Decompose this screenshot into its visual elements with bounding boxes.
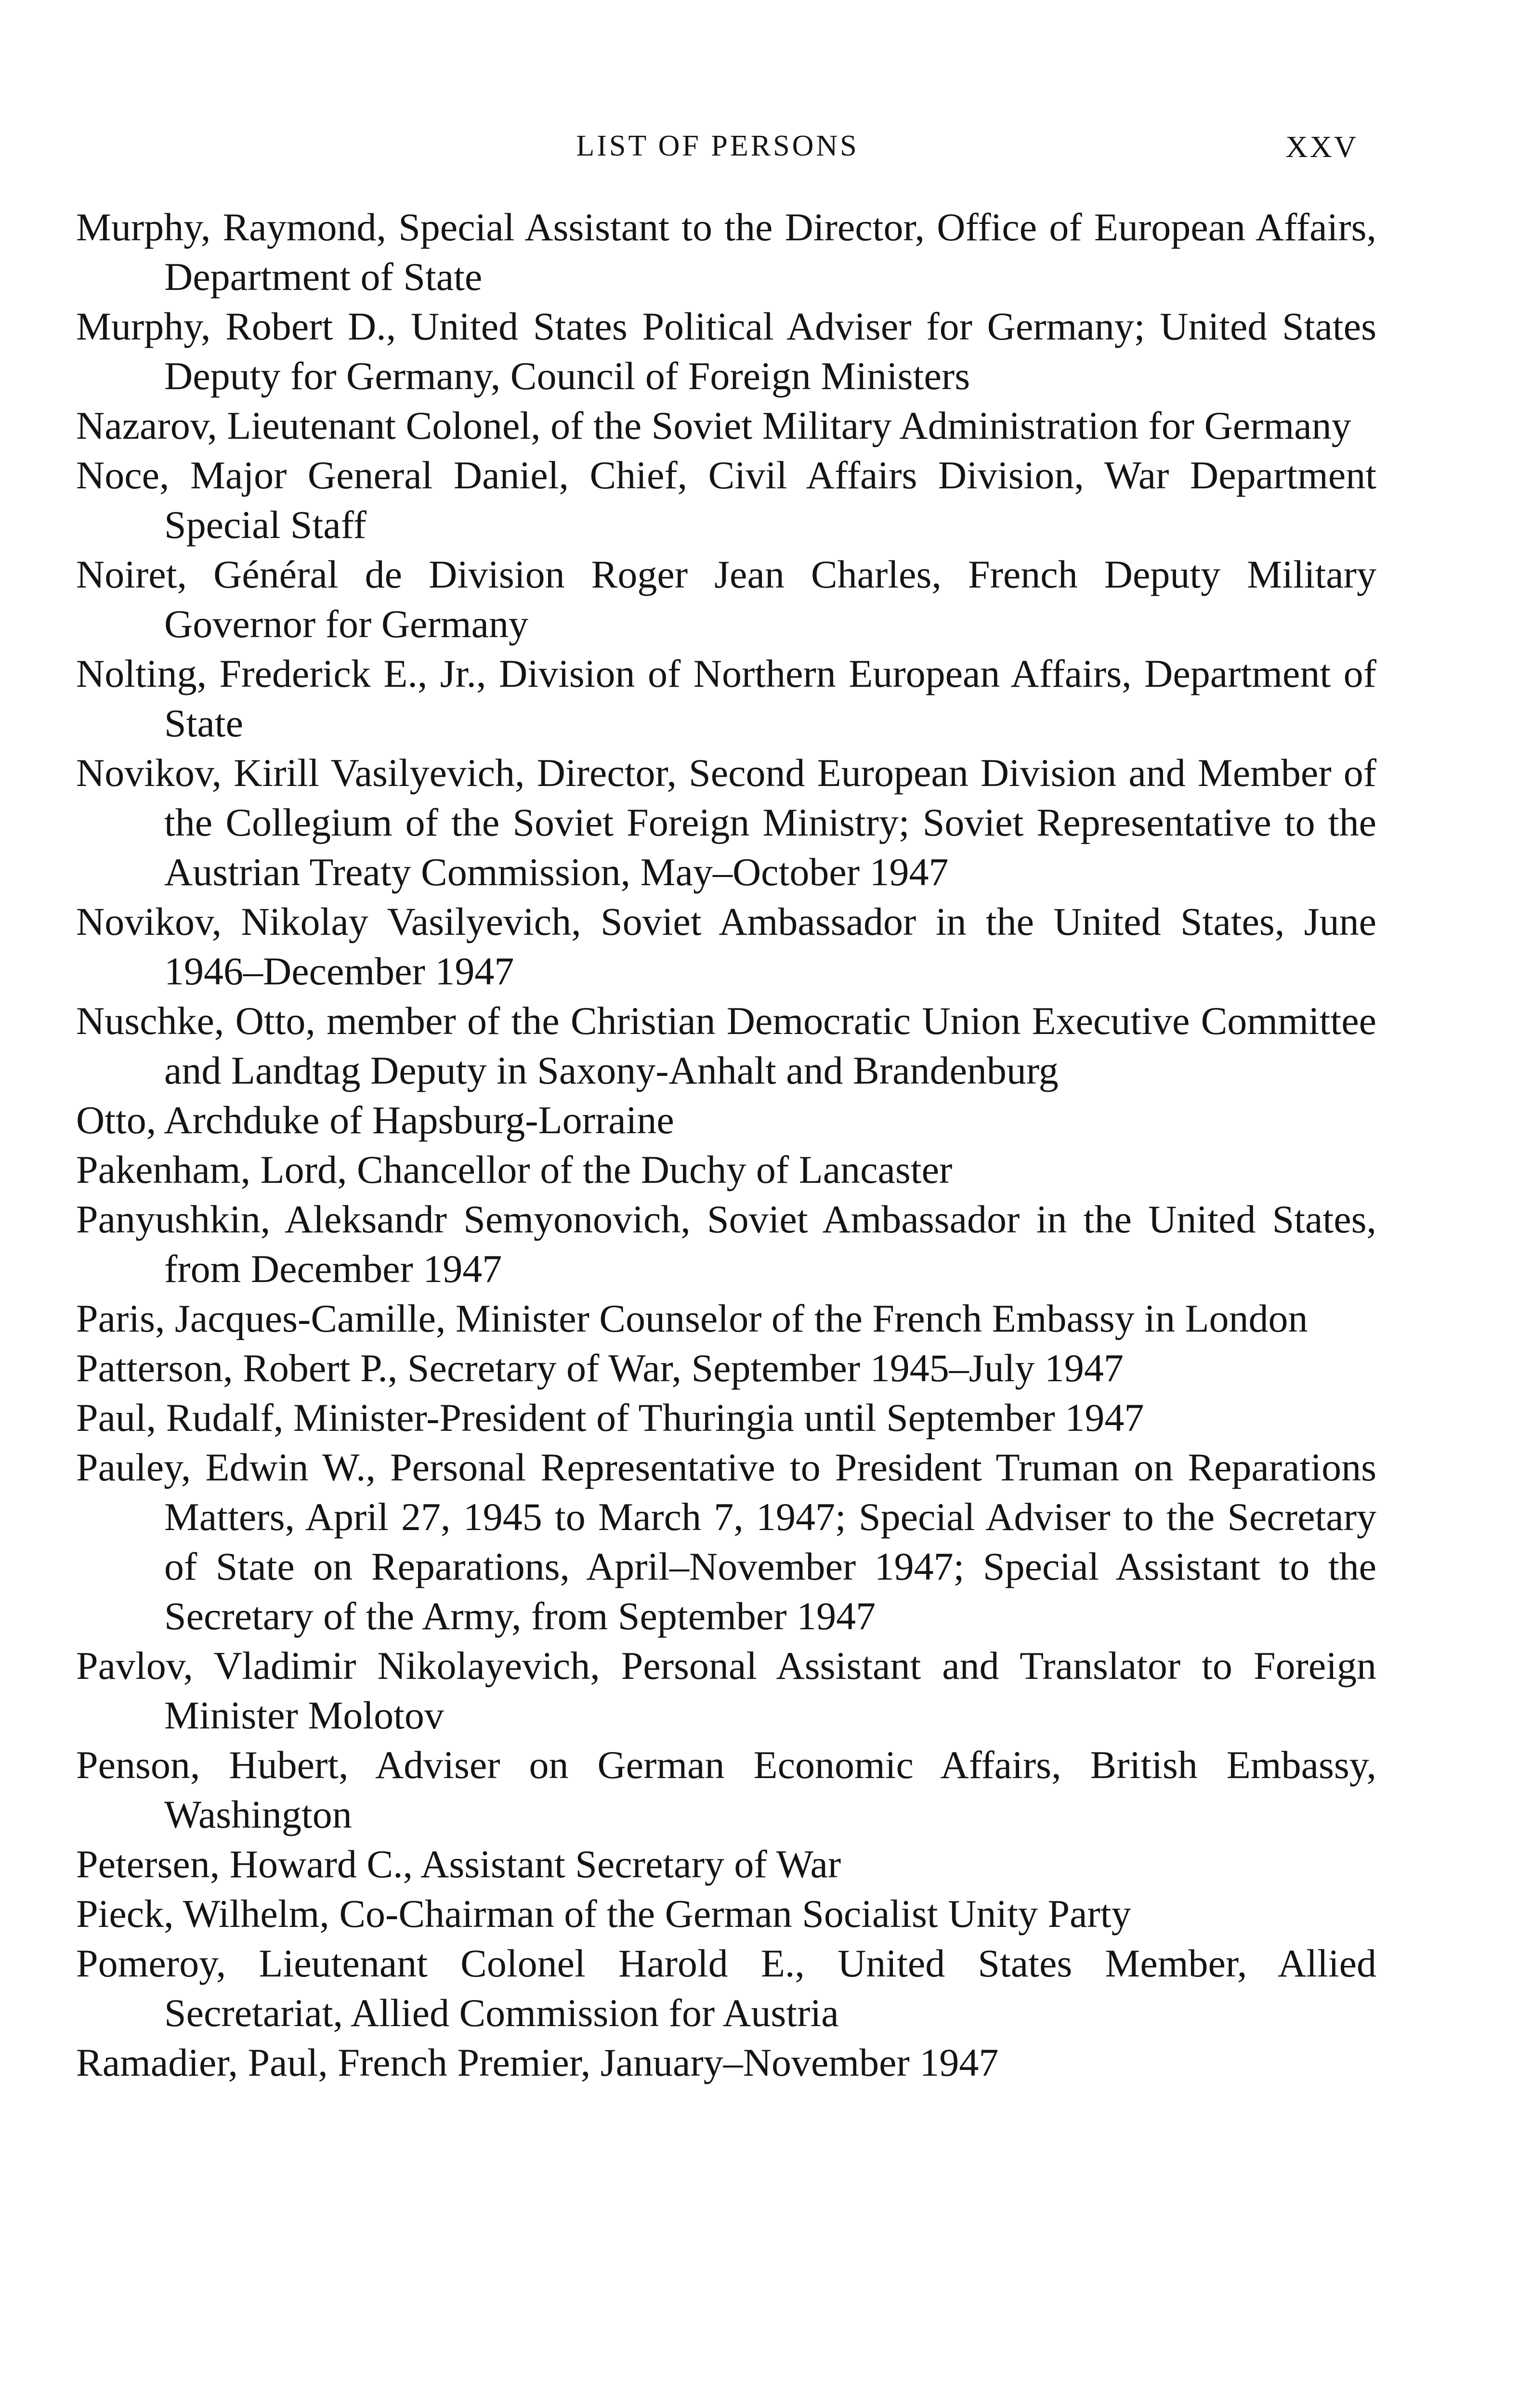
person-entry-pieck: Pieck, Wilhelm, Co-Chairman of the German Socialist Unity Party <box>76 1892 1131 1936</box>
person-entry-murphy-robert: Murphy, Robert D., United States Political Adviser for Germany; United States Deputy for Germany, Council of Foreign Ministers <box>76 304 1376 398</box>
person-entry-paris: Paris, Jacques-Camille, Minister Counselor of the French Embassy in London <box>76 1296 1308 1340</box>
person-entry-pavlov: Pavlov, Vladimir Nikolayevich, Personal Assistant and Translator to Foreign Minister Molotov <box>76 1644 1376 1737</box>
person-entry-noce: Noce, Major General Daniel, Chief, Civil Affairs Division, War Department Special Staff <box>76 453 1376 547</box>
person-entry-penson: Penson, Hubert, Adviser on German Economic Affairs, British Embassy, Washington <box>76 1743 1376 1836</box>
persons-list <box>76 202 1376 2087</box>
person-entry-panyushkin: Panyushkin, Aleksandr Semyonovich, Soviet Ambassador in the United States, from December 1947 <box>76 1197 1376 1291</box>
person-entry-novikov-nikolay: Novikov, Nikolay Vasilyevich, Soviet Ambassador in the United States, June 1946–December 1947 <box>76 900 1376 993</box>
person-entry-pauley: Pauley, Edwin W., Personal Representative to President Truman on Reparations Matters, April 27, 1945 to March 7, 1947; Special Adviser to the Secretary of State on Reparations, April–November 1947; Special Assistant to the Secretary of the Army, from September 1947 <box>76 1445 1376 1638</box>
page-header <box>77 129 1358 177</box>
person-entry-pomeroy: Pomeroy, Lieutenant Colonel Harold E., United States Member, Allied Secretariat, Allied Commission for Austria <box>76 1941 1376 2035</box>
person-entry-novikov-kirill: Novikov, Kirill Vasilyevich, Director, Second European Division and Member of the Collegium of the Soviet Foreign Ministry; Soviet Representative to the Austrian Treaty Commission, May–October 1947 <box>76 751 1376 894</box>
person-entry-nolting: Nolting, Frederick E., Jr., Division of Northern European Affairs, Department of State <box>76 652 1376 745</box>
person-entry-ramadier: Ramadier, Paul, French Premier, January–November 1947 <box>76 2041 999 2084</box>
person-entry-nuschke: Nuschke, Otto, member of the Christian Democratic Union Executive Committee and Landtag Deputy in Saxony-Anhalt and Brandenburg <box>76 999 1376 1092</box>
person-entry-patterson: Patterson, Robert P., Secretary of War, September 1945–July 1947 <box>76 1346 1124 1390</box>
person-entry-otto: Otto, Archduke of Hapsburg-Lorraine <box>76 1098 674 1142</box>
running-title: LIST OF PERSONS <box>576 130 859 162</box>
person-entry-paul: Paul, Rudalf, Minister-President of Thuringia until September 1947 <box>76 1396 1144 1440</box>
person-entry-pakenham: Pakenham, Lord, Chancellor of the Duchy of Lancaster <box>76 1148 953 1191</box>
page-number: XXV <box>1285 130 1358 164</box>
person-entry-noiret: Noiret, Général de Division Roger Jean Charles, French Deputy Military Governor for Germany <box>76 552 1376 646</box>
person-entry-nazarov: Nazarov, Lieutenant Colonel, of the Soviet Military Administration for Germany <box>76 404 1351 447</box>
person-entry-murphy-raymond: Murphy, Raymond, Special Assistant to the Director, Office of European Affairs, Department of State <box>76 205 1376 299</box>
person-entry-petersen: Petersen, Howard C., Assistant Secretary of War <box>76 1842 841 1886</box>
